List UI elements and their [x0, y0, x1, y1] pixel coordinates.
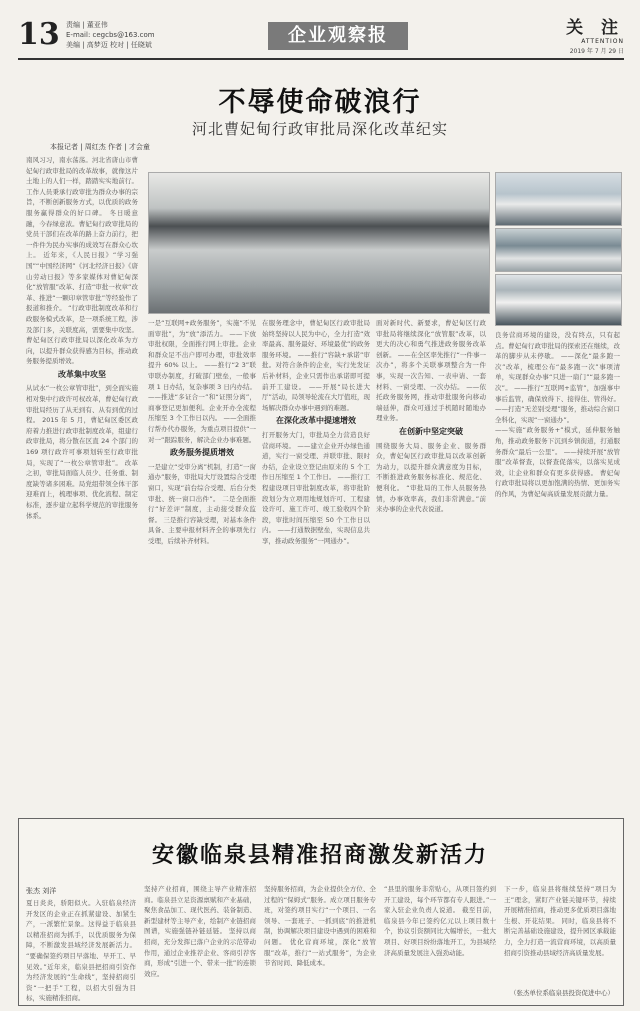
article-column-5 — [495, 330, 620, 808]
article2-column-3 — [264, 884, 376, 998]
hall-photo — [148, 172, 490, 314]
column-text: 一是“互联网+政务服务”，实施“不见面审批”，为“放”添活力。 ——下放审批权限，全面推行网上审批。企业和群众足不出户即可办理，审批效率提升 60% 以上。 ——推行“2 3”联审联办制度，打破部门壁垒，一般事项 1 日办结，复杂事项 3 日内办结。 ——推进“多证合一”和“证照分离”，商事登记更加便利。企业开办全流程压缩至 3 个工作日以内。 ——全面推行帮办代办服务，为重点项目提供“一对一”跟踪服务，解决企业办事难题。 — [148, 319, 256, 444]
column-text: ——实施“政务服务+”模式，延伸服务触角，推动政务服务下沉到乡镇街道，打通服务群众“最后一公里”。 ——持续开展“放管服”改革督查，以督查促落实，以落实见成效，让企业和群众有更多获得感。 曹妃甸行政审批局将以更加饱满的热情、更加务实的作风，为曹妃甸高质量发展贡献力量。 — [495, 426, 620, 498]
column-text: 打开服务大门，审批局全力营造良好营商环境。 ——建立企业开办绿色通道，实行一窗受理、并联审批、限时办结，企业设立登记由原来的 5 个工作日压缩至 1 个工作日。 ——推行工程建设项目审批制度改革，将审批阶段划分为立项用地规划许可、工程建设许可、施工许可、竣工验收四个阶段，审批时间压缩至 50 个工作日以内。 ——打通数据壁垒，实现信息共享，推动政务服务“一网通办”。 — [262, 430, 370, 545]
masthead-logo: 企业观察报 — [268, 22, 408, 50]
column-text: 夏日炎炎，骄阳似火。入驻临泉经济开发区的企业正在抓紧建设、加紧生产，一派繁忙景象。这得益于临泉县以精准招商为抓手，以优质服务为保障，不断激发县域经济发展新活力。 “要确保签约项目早落地、早开工、早见效。”近年来，临泉县把招商引资作为经济发展的“生命线”，坚持招商引资“一把手”工程，以招大引强为目标，实施精准招商。 — [26, 899, 136, 1003]
column-text: 坚持服务招商，为企业提供全方位、全过程的“保姆式”服务。成立项目服务专班，对签约项目实行“一个项目、一名领导、一套班子、一抓到底”的推进机制，协调解决项目建设中遇到的困难和问题。 优化营商环境，深化“放管服”改革，推行“一站式服务”，为企业节省时间、降低成本。 — [264, 885, 376, 968]
design-line: 美编 | 高梦迈 校对 | 任晓斌 — [66, 41, 152, 49]
article2-endnote: （张杰单位系临泉县投资促进中心） — [510, 989, 614, 997]
column-text: 从试水“一枚公章管审批”，到全面实施相对集中行政许可权改革，曹妃甸行政审批局经历了从无到有、从有到优的过程。 2015 年 5 月，曹妃甸区委区政府着力推进行政审批制度改革，组建行政审批局，将分散在区直 24 个部门的 169 项行政许可事项划转至行政审批局，实现了“一枚公章管审批”。 改革之初，审批局面临人员少、任务重、制度缺等诸多困难。局党组带领全体干部迎难而上，梳理事项、优化流程、制定标准，逐步建立起科学规范的审批服务体系。 — [26, 384, 138, 520]
column-text: 在服务理念中，曹妃甸区行政审批局始终坚持以人民为中心，全力打造“效率最高、服务最好、环境最优”的政务服务环境。 ——推行“容缺+承诺”审批。对符合条件的企业，实行先发证后补材料，企业只需作出承诺即可提前开工建设。 ——开展“局长进大厅”活动，局领导轮流在大厅值班，现场解决群众办事中遇到的难题。 — [262, 319, 370, 412]
article2-column-1 — [26, 898, 136, 1003]
column-subheading: 在创新中坚定突破 — [399, 426, 463, 436]
article2-column-4 — [384, 884, 496, 998]
email-line: E-mail: cegcbs@163.com — [66, 31, 155, 39]
article-title: 不辱使命破浪行 — [218, 87, 422, 118]
section-title-en: ATTENTION — [581, 38, 624, 45]
column-subheading: 在深化改革中提速增效 — [276, 416, 356, 426]
column-text: 良务营商环境的建设，没有终点，只有起点。曹妃甸行政审批局的探索还在继续，改革的脚步从未停歇。 ——深化“最多跑一次”改革，梳理公布“最多跑一次”事项清单，实现群众办事“只进一扇门”“最多跑一次”。 ——推行“互联网+监管”，加强事中事后监管，确保放得下、接得住、管得好。 ——打造“无差别受理”服务，推动综合窗口全科化，实现“一窗通办”。 — [495, 331, 620, 424]
column-text: 面对新时代、新要求，曹妃甸区行政审批局将继续深化“放管服”改革，以更大的决心和勇气推进政务服务改革创新。 ——在全区率先推行“一件事一次办”，将多个关联事项整合为一件事，实现一次告知、一表申请、一套材料、一窗受理、一次办结。 ——依托政务服务网，推动审批服务向移动端延伸，群众可通过手机随时随地办理业务。 — [376, 319, 486, 423]
article-column-3 — [262, 318, 370, 808]
counter-photo — [495, 274, 622, 326]
issue-date: 2019 年 7 月 29 日 — [569, 48, 624, 55]
page-header — [18, 18, 624, 60]
article-subtitle: 河北曹妃甸行政审批局深化改革纪实 — [191, 120, 448, 138]
article2-title: 安徽临泉县精准招商激发新活力 — [151, 842, 488, 868]
page-number: 13 — [18, 17, 60, 52]
column-text: 围绕服务大局、服务企业、服务群众，曹妃甸区行政审批局以改革创新为动力，以提升群众满意度为目标，不断推进政务服务标准化、规范化、便利化。 “审批局的工作人员服务热情，办事效率高，我们非常满意。”前来办事的企业代表说道。 — [376, 441, 486, 514]
editor-info — [66, 20, 155, 50]
article2-byline: 张杰 刘洋 — [26, 887, 57, 895]
column-subheading: 改革集中攻坚 — [58, 369, 106, 379]
column-text: “县里的服务非常贴心，从项目签约到开工建设，每个环节都有专人跟进。”一家入驻企业负责人说道。 截至目前，临泉县今年已签约亿元以上项目数十个，协议引资额同比大幅增长，一批大项目、好项目纷纷落地开工，为县域经济高质量发展注入强劲动能。 — [384, 885, 496, 957]
section-label — [566, 18, 624, 45]
column-text: 南风习习，南水荡荡。河北省唐山市曹妃甸行政审批局的改革故事，就像这片土地上的人们一样，踏踏实实地前行。工作人员秉承行政审批为群众办事的宗旨，不断创新服务方式，以优质的政务服务赢得群众的好口碑。 冬日暖意融，今春绿意浓。曹妃甸行政审批局的党员干部们在改革的路上奋力前行，把一件件为民办实事的成效写在群众心坎上。 近年来，《人民日报》“学习强国”“中国经济网”《河北经济日报》《唐山劳动日报》等多家媒体对曹妃甸深化“放管服”改革、打造“审批一枚章”改革、推进“一颗印章管审批”等经验作了报道和推介。 “行政审批制度改革和行政服务模式改革，是一项系统工程，涉及部门多，关联度高，需要集中攻坚。曹妃甸区行政审批局以深化改革为方向，以提升群众获得感为目标，推动政务服务提质增效。 — [26, 156, 138, 366]
section-title: 关 注 — [566, 18, 624, 38]
column-text: 下一步，临泉县将继续坚持“项目为王”理念，紧盯产业链关键环节，持续开展精准招商，推动更多优质项目落地生根、开花结果。 同时，临泉县将不断完善基础设施建设，提升园区承载能力，全力打造一流营商环境，以高质量招商引资推动县域经济高质量发展。 — [504, 885, 616, 957]
column-text: 坚持产业招商，围绕主导产业精准招商。临泉县立足资源禀赋和产业基础，聚焦食品加工、现代医药、装备制造、新型建材等主导产业，绘制产业链招商图谱，实施强链补链延链。 坚持以商招商，充分发挥已落户企业的示范带动作用，通过企业推荐企业、客商引荐客商，形成“引进一个、带来一批”的连锁效应。 — [144, 885, 256, 978]
staff-photo — [495, 228, 622, 272]
article-column-1 — [26, 155, 138, 805]
column-subheading: 政务服务提质增效 — [170, 448, 234, 458]
article-column-2 — [148, 318, 256, 808]
column-text: 一是建立“受审分离”机制，打造“一窗通办”服务，审批局大厅设置综合受理窗口，实现“前台综合受理、后台分类审批、统一窗口出件”。 二是全面推行“好差评”制度，主动接受群众监督。 三是推行容缺受理，对基本条件具备、主要申报材料齐全的事项先行受理，后续补齐材料。 — [148, 462, 256, 545]
article2-column-2 — [144, 884, 256, 998]
article-byline: 本报记者 | 周红杰 作者 | 才会童 — [50, 143, 150, 151]
editor-line: 责编 | 董亚伟 — [66, 21, 108, 29]
service-window-photo — [495, 172, 622, 226]
article-column-4 — [376, 318, 486, 808]
article2-column-5 — [504, 884, 616, 984]
